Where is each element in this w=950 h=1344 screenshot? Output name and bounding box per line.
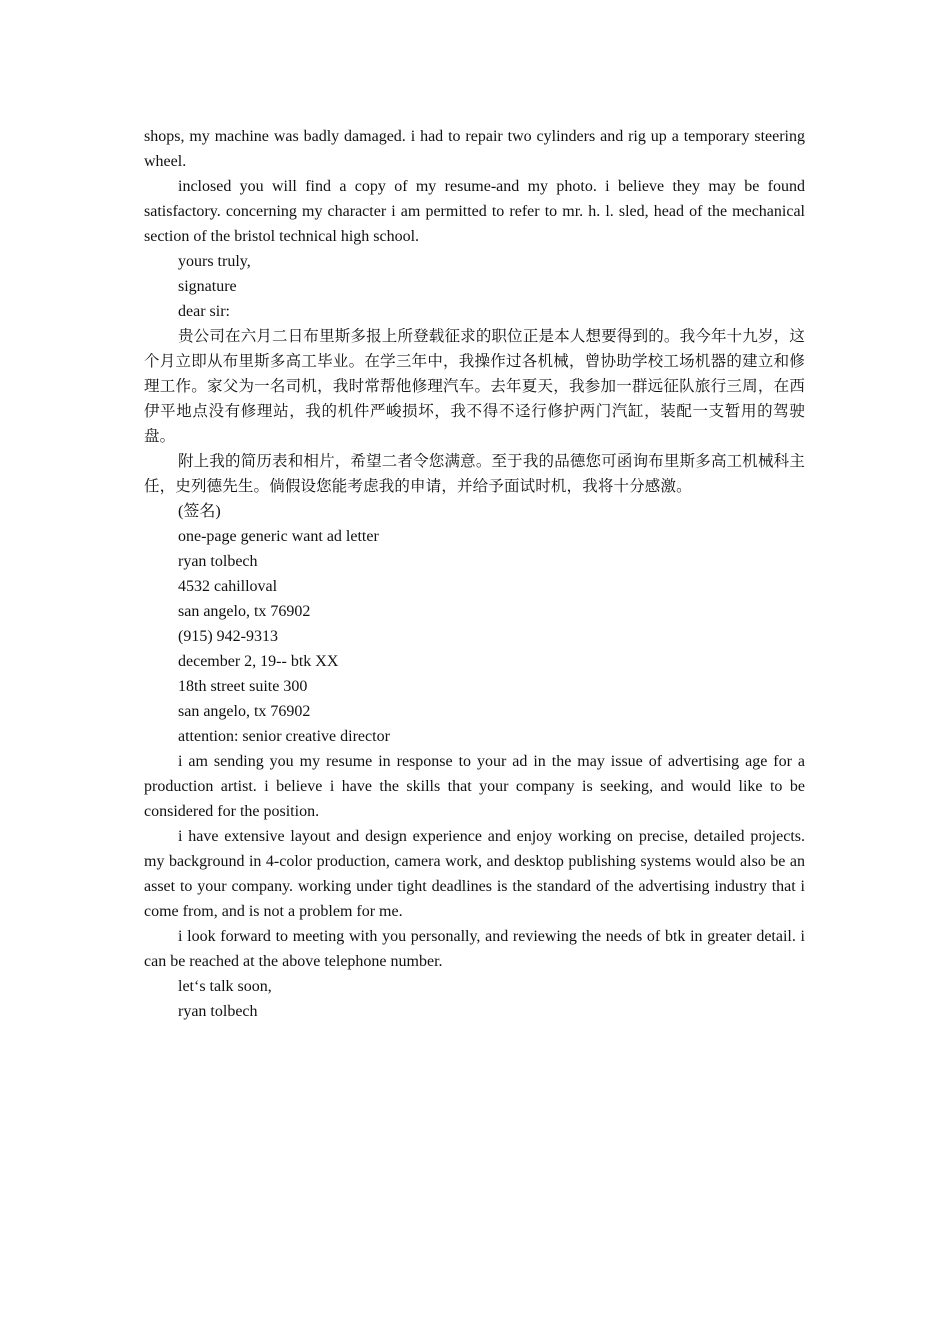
document-page <box>144 124 805 1024</box>
paragraph-continuation: shops, my machine was badly damaged. i had to repair two cylinders and rig up a temporary steering wheel. <box>144 128 805 170</box>
date-recipient-line: december 2, 19-- btk XX <box>178 653 339 670</box>
recipient-city: san angelo, tx 76902 <box>178 703 311 720</box>
section-heading: one-page generic want ad letter <box>178 528 379 545</box>
paragraph-chinese-2: 附上我的简历表和相片，希望二者令您满意。至于我的品德您可函询布里斯多高工机械科主任，史列德先生。倘假设您能考虑我的申请，并给予面试时机，我将十分感激。 <box>144 452 805 495</box>
signature-line: signature <box>178 278 237 295</box>
sign-off-line: let‘s talk soon, <box>178 978 272 995</box>
paragraph-intro: i am sending you my resume in response to your ad in the may issue of advertising age for a production artist. i believe i have the skills that your company is seeking, and would like to be considered for the position. <box>144 753 805 820</box>
sender-phone: (915) 942-9313 <box>178 628 278 645</box>
sender-name: ryan tolbech <box>178 553 258 570</box>
paragraph-experience: i have extensive layout and design experience and enjoy working on precise, detailed projects. my background in 4-color production, camera work, and desktop publishing systems would also be an asset to your company. working under tight deadlines is the standard of the advertising industry that i come from, and is not a problem for me. <box>144 828 805 920</box>
salutation-line: dear sir: <box>178 303 230 320</box>
sender-street: 4532 cahilloval <box>178 578 278 595</box>
paragraph-chinese-1: 贵公司在六月二日布里斯多报上所登载征求的职位正是本人想要得到的。我今年十九岁，这个月立即从布里斯多高工毕业。在学三年中，我操作过各机械，曾协助学校工场机器的建立和修理工作。家父为一名司机，我时常帮他修理汽车。去年夏天，我参加一群远征队旅行三周，在西伊平地点没有修理站，我的机件严峻损坏，我不得不迳行修护两门汽缸，装配一支暂用的驾驶盘。 <box>144 327 805 445</box>
attention-line: attention: senior creative director <box>178 728 390 745</box>
closing-line: yours truly, <box>178 253 251 270</box>
sender-city: san angelo, tx 76902 <box>178 603 311 620</box>
signer-name: ryan tolbech <box>178 1003 258 1020</box>
paragraph-closing: i look forward to meeting with you personally, and reviewing the needs of btk in greater detail. i can be reached at the above telephone number. <box>144 928 805 970</box>
signature-chinese-line: (签名) <box>178 503 221 520</box>
recipient-street: 18th street suite 300 <box>178 678 308 695</box>
paragraph-enclosure: inclosed you will find a copy of my resume-and my photo. i believe they may be found satisfactory. concerning my character i am permitted to refer to mr. h. l. sled, head of the mechanical section of the bristol technical high school. <box>144 178 805 245</box>
